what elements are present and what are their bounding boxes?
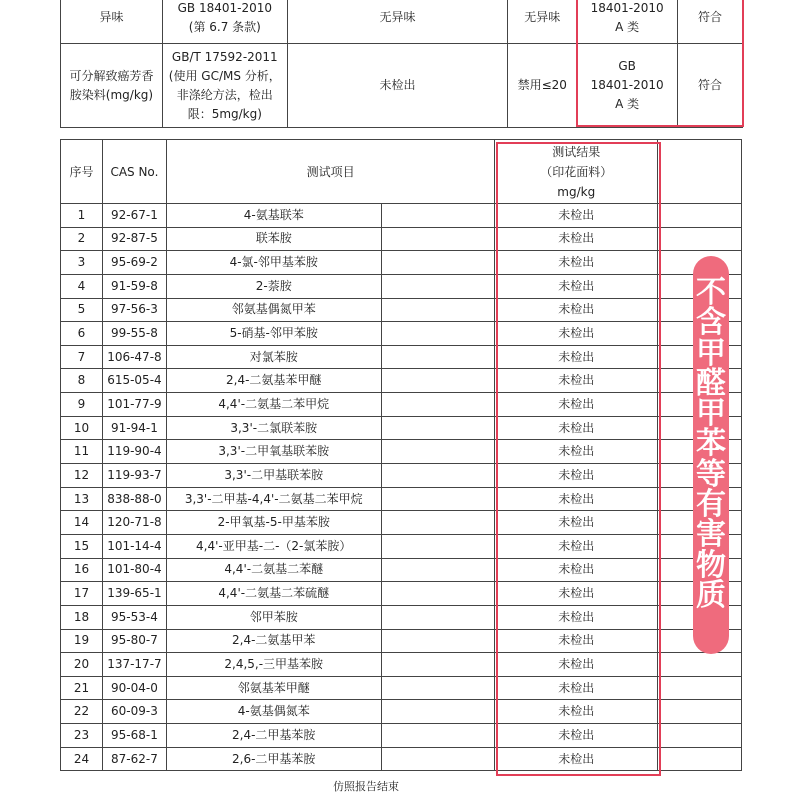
callout-char: 苯 <box>696 426 726 462</box>
cell-cas: 91-94-1 <box>102 416 166 440</box>
cell-blank <box>381 724 495 748</box>
cell-item: 4,4'-二氨基二苯醚 <box>166 558 381 582</box>
cell-cas: 119-93-7 <box>102 464 166 488</box>
highlight-box-top <box>576 0 744 127</box>
cell-cas: 97-56-3 <box>102 298 166 322</box>
cell-item: 4-氨基偶氮苯 <box>166 700 381 724</box>
top-cell-requirement: 无异味 <box>508 0 577 44</box>
cell-no: 21 <box>61 676 103 700</box>
cell-no: 18 <box>61 605 103 629</box>
cell-blank <box>658 204 742 228</box>
cell-cas: 119-90-4 <box>102 440 166 464</box>
cell-no: 20 <box>61 653 103 677</box>
cell-cas: 106-47-8 <box>102 345 166 369</box>
cell-line: GB/T 17592-2011 <box>171 49 278 64</box>
cell-no: 17 <box>61 582 103 606</box>
cell-line: 非涤纶方法，检出 <box>176 87 273 102</box>
top-cell-requirement: 禁用≤20 <box>508 44 577 128</box>
cell-result: 未检出 <box>495 298 658 322</box>
cell-no: 6 <box>61 322 103 346</box>
top-cell-verdict: 符合 <box>678 0 743 44</box>
cell-blank <box>381 653 495 677</box>
cell-result: 未检出 <box>495 676 658 700</box>
callout-char: 害 <box>696 517 726 553</box>
cell-item: 4,4'-亚甲基-二-（2-氯苯胺） <box>166 534 381 558</box>
callout-badge <box>693 256 729 654</box>
cell-cas: 92-87-5 <box>102 227 166 251</box>
cell-result: 未检出 <box>495 629 658 653</box>
cell-result: 未检出 <box>495 227 658 251</box>
cell-line: 可分解致癌芳香 <box>69 68 154 83</box>
cell-blank <box>658 653 742 677</box>
cell-cas: 838-88-0 <box>102 487 166 511</box>
cell-blank <box>381 416 495 440</box>
top-cell-method <box>162 0 287 44</box>
cell-blank <box>658 747 742 771</box>
cell-no: 1 <box>61 204 103 228</box>
cell-cas: 91-59-8 <box>102 274 166 298</box>
cell-result: 未检出 <box>495 605 658 629</box>
header-result: 测试结果 （印花面料） mg/kg <box>495 140 658 204</box>
cell-line: 18401-2010 <box>590 0 664 15</box>
cell-blank <box>381 605 495 629</box>
top-cell-verdict: 符合 <box>678 44 743 128</box>
cell-no: 19 <box>61 629 103 653</box>
top-cell-method <box>162 44 287 128</box>
cell-item: 邻甲苯胺 <box>166 605 381 629</box>
cell-cas: 60-09-3 <box>102 700 166 724</box>
cell-blank <box>381 227 495 251</box>
cell-blank <box>381 582 495 606</box>
cell-result: 未检出 <box>495 251 658 275</box>
header-item: 测试项目 <box>166 140 494 204</box>
cell-result: 未检出 <box>495 204 658 228</box>
cell-blank <box>381 274 495 298</box>
callout-char: 不 <box>696 275 726 310</box>
cell-cas: 92-67-1 <box>102 204 166 228</box>
cell-item: 2-甲氧基-5-甲基苯胺 <box>166 511 381 535</box>
cell-item: 邻氨基偶氮甲苯 <box>166 298 381 322</box>
cell-no: 3 <box>61 251 103 275</box>
cell-result: 未检出 <box>495 345 658 369</box>
cell-line: (使用 GC/MS 分析， <box>168 68 281 83</box>
cell-item: 2,4-二氨基苯甲醚 <box>166 369 381 393</box>
cell-blank <box>381 369 495 393</box>
cell-no: 23 <box>61 724 103 748</box>
cell-item: 4-氨基联苯 <box>166 204 381 228</box>
cell-result: 未检出 <box>495 393 658 417</box>
cell-blank <box>381 558 495 582</box>
cell-line: (第 6.7 条款) <box>188 19 261 34</box>
cell-cas: 101-14-4 <box>102 534 166 558</box>
cell-result: 未检出 <box>495 322 658 346</box>
callout-char: 醛 <box>696 365 726 401</box>
cell-cas: 95-69-2 <box>102 251 166 275</box>
cell-no: 4 <box>61 274 103 298</box>
cell-item: 3,3'-二甲基-4,4'-二氨基二苯甲烷 <box>166 487 381 511</box>
footer-text: 仿照报告结束 <box>333 780 399 793</box>
callout-char: 等 <box>696 456 726 492</box>
cell-line: A 类 <box>615 97 640 111</box>
cell-cas: 101-80-4 <box>102 558 166 582</box>
cell-cas: 137-17-7 <box>102 653 166 677</box>
cell-blank <box>658 227 742 251</box>
cell-no: 10 <box>61 416 103 440</box>
cell-result: 未检出 <box>495 416 658 440</box>
cell-line: GB 18401-2010 <box>177 0 272 15</box>
cell-no: 22 <box>61 700 103 724</box>
cell-blank <box>381 534 495 558</box>
cell-no: 24 <box>61 747 103 771</box>
cell-item: 邻氨基苯甲醚 <box>166 676 381 700</box>
cell-no: 15 <box>61 534 103 558</box>
cell-item: 5-硝基-邻甲苯胺 <box>166 322 381 346</box>
cell-line: 限：5mg/kg) <box>187 106 262 121</box>
cell-no: 14 <box>61 511 103 535</box>
cell-cas: 99-55-8 <box>102 322 166 346</box>
cell-no: 11 <box>61 440 103 464</box>
cell-blank <box>658 724 742 748</box>
cell-item: 2,6-二甲基苯胺 <box>166 747 381 771</box>
cell-no: 9 <box>61 393 103 417</box>
header-blank <box>658 140 742 204</box>
cell-result: 未检出 <box>495 440 658 464</box>
cell-cas: 95-80-7 <box>102 629 166 653</box>
cell-result: 未检出 <box>495 464 658 488</box>
callout-char: 质 <box>696 577 726 613</box>
cell-item: 2,4-二甲基苯胺 <box>166 724 381 748</box>
cell-cas: 95-68-1 <box>102 724 166 748</box>
cell-no: 12 <box>61 464 103 488</box>
cell-result: 未检出 <box>495 724 658 748</box>
cell-result: 未检出 <box>495 487 658 511</box>
cell-no: 2 <box>61 227 103 251</box>
cell-item: 2-萘胺 <box>166 274 381 298</box>
cell-item: 4,4'-二氨基二苯甲烷 <box>166 393 381 417</box>
cell-blank <box>381 747 495 771</box>
cell-blank <box>381 251 495 275</box>
callout-char: 甲 <box>696 396 726 432</box>
cell-line: GB <box>618 59 636 73</box>
cell-result: 未检出 <box>495 534 658 558</box>
header-cas: CAS No. <box>102 140 166 204</box>
cell-line: 18401-2010 <box>590 78 664 92</box>
cell-item: 2,4-二氨基甲苯 <box>166 629 381 653</box>
cell-result: 未检出 <box>495 511 658 535</box>
callout-char: 含 <box>696 305 726 341</box>
cell-blank <box>381 345 495 369</box>
cell-no: 8 <box>61 369 103 393</box>
cell-item: 2,4,5,-三甲基苯胺 <box>166 653 381 677</box>
cell-line: 胺染料(mg/kg) <box>69 87 154 102</box>
top-cell-item: 异味 <box>61 0 163 44</box>
cell-blank <box>381 487 495 511</box>
cell-blank <box>381 204 495 228</box>
cell-item: 4,4'-二氨基二苯硫醚 <box>166 582 381 606</box>
cell-blank <box>381 511 495 535</box>
cell-cas: 615-05-4 <box>102 369 166 393</box>
cell-result: 未检出 <box>495 274 658 298</box>
cell-item: 4-氯-邻甲基苯胺 <box>166 251 381 275</box>
cell-item: 联苯胺 <box>166 227 381 251</box>
cell-item: 3,3'-二甲基联苯胺 <box>166 464 381 488</box>
top-cell-result: 未检出 <box>287 44 508 128</box>
cell-item: 3,3'-二甲氧基联苯胺 <box>166 440 381 464</box>
cell-cas: 101-77-9 <box>102 393 166 417</box>
cell-blank <box>381 676 495 700</box>
cell-blank <box>381 700 495 724</box>
cell-result: 未检出 <box>495 747 658 771</box>
cell-item: 对氯苯胺 <box>166 345 381 369</box>
cell-blank <box>381 298 495 322</box>
cell-blank <box>381 440 495 464</box>
cell-blank <box>658 700 742 724</box>
highlight-box-results <box>496 142 661 776</box>
cell-no: 7 <box>61 345 103 369</box>
top-cell-item <box>61 44 163 128</box>
cell-blank <box>381 464 495 488</box>
cell-blank <box>381 629 495 653</box>
cell-result: 未检出 <box>495 700 658 724</box>
cell-no: 13 <box>61 487 103 511</box>
cell-cas: 139-65-1 <box>102 582 166 606</box>
cell-result: 未检出 <box>495 369 658 393</box>
cell-item: 3,3'-二氯联苯胺 <box>166 416 381 440</box>
cell-cas: 90-04-0 <box>102 676 166 700</box>
callout-text <box>693 275 729 613</box>
callout-char: 物 <box>696 547 726 583</box>
cell-cas: 87-62-7 <box>102 747 166 771</box>
cell-result: 未检出 <box>495 582 658 606</box>
cell-blank <box>381 322 495 346</box>
top-cell-result: 无异味 <box>287 0 508 44</box>
cell-blank <box>658 676 742 700</box>
header-no: 序号 <box>61 140 103 204</box>
cell-no: 5 <box>61 298 103 322</box>
cell-result: 未检出 <box>495 558 658 582</box>
cell-cas: 120-71-8 <box>102 511 166 535</box>
cell-cas: 95-53-4 <box>102 605 166 629</box>
cell-blank <box>381 393 495 417</box>
cell-result: 未检出 <box>495 653 658 677</box>
callout-char: 甲 <box>696 335 726 371</box>
cell-line: A 类 <box>615 19 640 34</box>
cell-no: 16 <box>61 558 103 582</box>
callout-char: 有 <box>696 487 726 523</box>
